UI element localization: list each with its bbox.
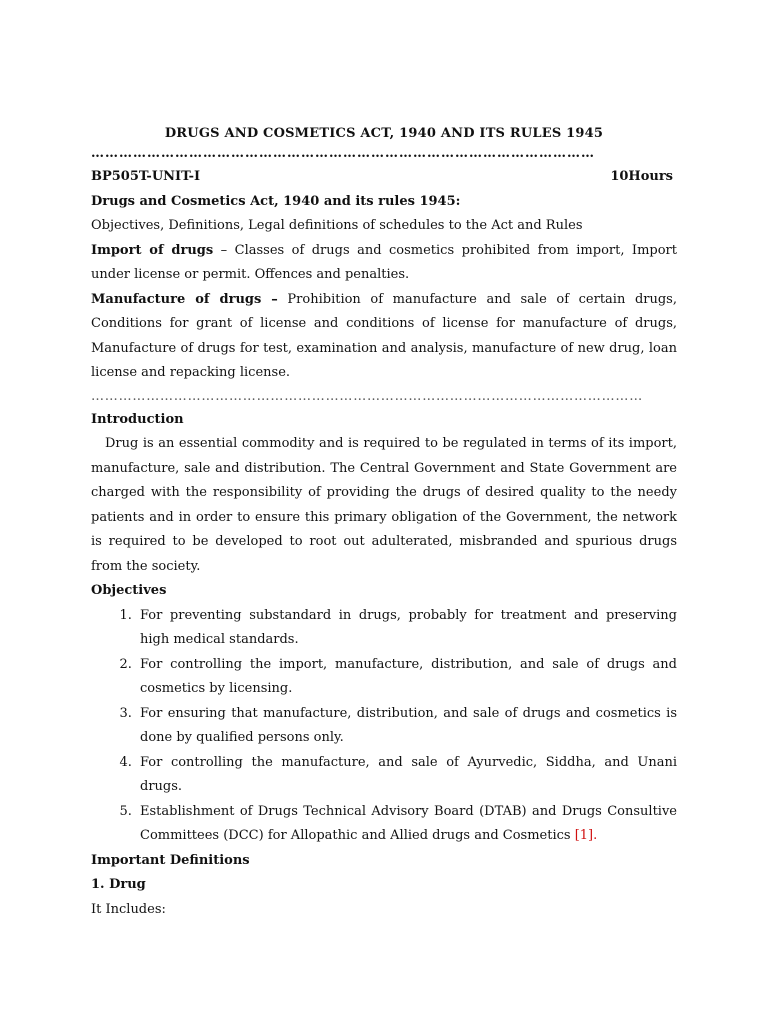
objective-item: 1. For preventing substandard in drugs, probably for treatment and preserving high medical standards. [136, 604, 677, 653]
objective-item-text: Establishment of Drugs Technical Advisory Board (DTAB) and Drugs Consultive Committees (DCC) for Allopathic and Allied drugs and Cosmetics [140, 803, 677, 843]
syllabus-manufacture [91, 288, 677, 386]
definition-drug-text: It Includes: [91, 901, 166, 917]
objective-item: 4. For controlling the manufacture, and sale of Ayurvedic, Siddha, and Unani drugs. [136, 751, 677, 800]
introduction-heading: Introduction [91, 411, 184, 427]
unit-code: BP505T-UNIT-I [91, 169, 201, 184]
separator-dots-top: ……………………………………………………………………………………………… [91, 147, 595, 161]
separator-dots-mid: ………………………………………………………………………………………………………… [91, 388, 643, 404]
definitions-heading: Important Definitions [91, 852, 250, 868]
import-text: – Classes of drugs and cosmetics prohibited from import, Import under license or permit. Offences and penalties. [91, 242, 677, 282]
definition-drug-heading: 1. Drug [91, 877, 146, 892]
syllabus-line: Objectives, Definitions, Legal definitions of schedules to the Act and Rules [91, 218, 583, 233]
reference-link[interactable]: [1]. [574, 828, 598, 843]
introduction-text: Drug is an essential commodity and is required to be regulated in terms of its import, manufacture, sale and distribution. The Central Government and State Government are charged with the responsibility of providing the drugs of desired quality to the needy patients and in order to ensure this primary obligation of the Government, the network is required to be developed to root out adulterated, misbranded and spurious drugs from the society. [91, 436, 677, 574]
objectives-list [91, 604, 677, 849]
syllabus-heading: Drugs and Cosmetics Act, 1940 and its rules 1945: [91, 193, 461, 209]
manufacture-label: Manufacture of drugs – [91, 291, 278, 307]
objective-item: 2. For controlling the import, manufacture, distribution, and sale of drugs and cosmetics by licensing. [136, 653, 677, 702]
unit-row [91, 165, 677, 190]
manufacture-text: Prohibition of manufacture and sale of certain drugs, Conditions for grant of license and conditions of license for manufacture of drugs, Manufacture of drugs for test, examination and analysis, manufacture of new drug, loan license and repacking license. [91, 291, 677, 380]
unit-hours: 10Hours [610, 169, 673, 184]
objective-item [136, 800, 677, 849]
document-title: DRUGS AND COSMETICS ACT, 1940 AND ITS RULES 1945 [164, 126, 604, 141]
objective-item: 3. For ensuring that manufacture, distribution, and sale of drugs and cosmetics is done by qualified persons only. [136, 702, 677, 751]
objectives-heading: Objectives [91, 583, 167, 598]
import-label: Import of drugs [91, 242, 214, 258]
page-content [91, 121, 677, 922]
syllabus-import [91, 239, 677, 288]
